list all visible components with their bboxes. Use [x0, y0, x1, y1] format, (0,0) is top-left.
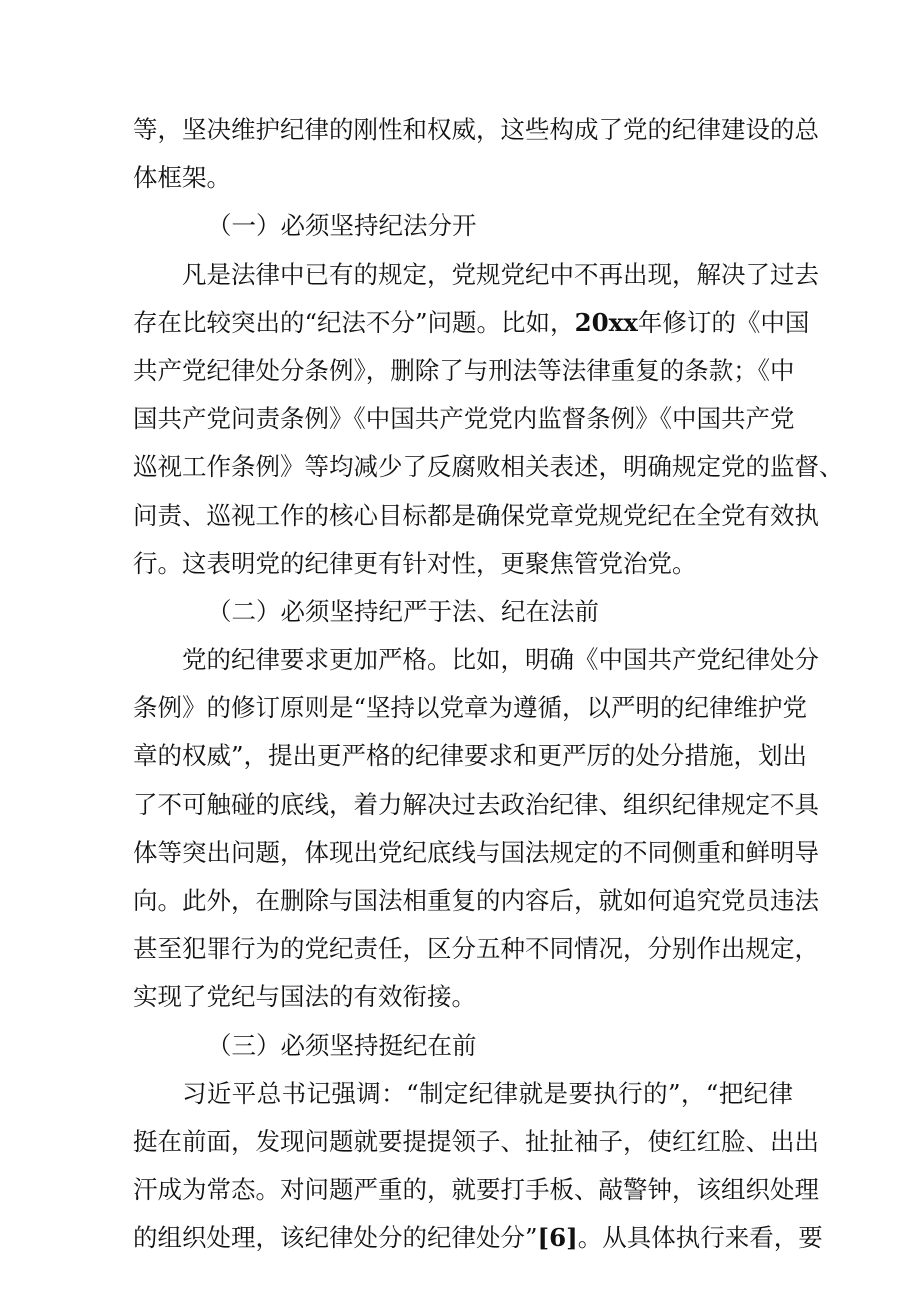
paragraph-line	[133, 1214, 823, 1262]
text-run: 。从具体执行来看，要	[577, 1223, 823, 1253]
paragraph-line: 凡是法律中已有的规定，党规党纪中不再出现，解决了过去	[182, 259, 819, 289]
text-run: 年修订的《中国	[637, 307, 810, 337]
text-run: 的组织处理，该纪律处分的纪律处分”	[133, 1223, 538, 1253]
paragraph-line: 章的权威”，提出更严格的纪律要求和更严厉的处分措施，划出	[133, 741, 808, 771]
paragraph-line: 国共产党问责条例》《中国共产党党内监督条例》《中国共产党	[133, 404, 795, 434]
paragraph-line: 党的纪律要求更加严格。比如，明确《中国共产党纪律处分	[182, 645, 819, 675]
paragraph-line: 等，坚决维护纪律的刚性和权威，这些构成了党的纪律建设的总	[133, 115, 819, 144]
paragraph-line: 共产党纪律处分条例》，删除了与刑法等法律重复的条款；《中	[133, 355, 795, 385]
section-heading-2: （二）必须坚持纪严于法、纪在法前	[207, 596, 599, 626]
document-page	[133, 106, 844, 1263]
paragraph-line: 向。此外，在删除与国法相重复的内容后，就如何追究党员违法	[133, 886, 819, 915]
paragraph-line: 巡视工作条例》等均减少了反腐败相关表述，明确规定党的监督、	[133, 452, 844, 482]
citation-ref: [6]	[537, 1223, 578, 1253]
year-placeholder: 20xx	[574, 307, 638, 337]
paragraph-line: 体等突出问题，体现出党纪底线与国法规定的不同侧重和鲜明导	[133, 837, 819, 867]
paragraph-line: 问责、巡视工作的核心目标都是确保党章党规党纪在全党有效执	[133, 500, 819, 530]
section-heading-1: （一）必须坚持纪法分开	[207, 211, 477, 241]
paragraph-line: 行。这表明党的纪律更有针对性，更聚焦管党治党。	[133, 548, 697, 578]
paragraph-line: 实现了党纪与国法的有效衔接。	[133, 982, 476, 1012]
paragraph-line: 挺在前面，发现问题就要提提领子、扯扯袖子，使红红脸、出出	[133, 1126, 819, 1156]
paragraph-line: 了不可触碰的底线，着力解决过去政治纪律、组织纪律规定不具	[133, 789, 819, 819]
paragraph-line: 汗成为常态。对问题严重的，就要打手板、敲警钟，该组织处理	[133, 1175, 819, 1205]
paragraph-line: 条例》的修订原则是“坚持以党章为遵循，以严明的纪律维护党	[133, 693, 808, 723]
paragraph-line	[133, 299, 810, 347]
section-heading-3: （三）必须坚持挺纪在前	[207, 1030, 477, 1060]
text-run: 存在比较突出的“纪法不分”问题。比如，	[133, 307, 575, 337]
paragraph-line: 习近平总书记强调：“制定纪律就是要执行的”，“把纪律	[182, 1078, 793, 1108]
paragraph-line: 体框架。	[133, 163, 231, 193]
paragraph-line: 甚至犯罪行为的党纪责任，区分五种不同情况，分别作出规定，	[133, 934, 819, 964]
